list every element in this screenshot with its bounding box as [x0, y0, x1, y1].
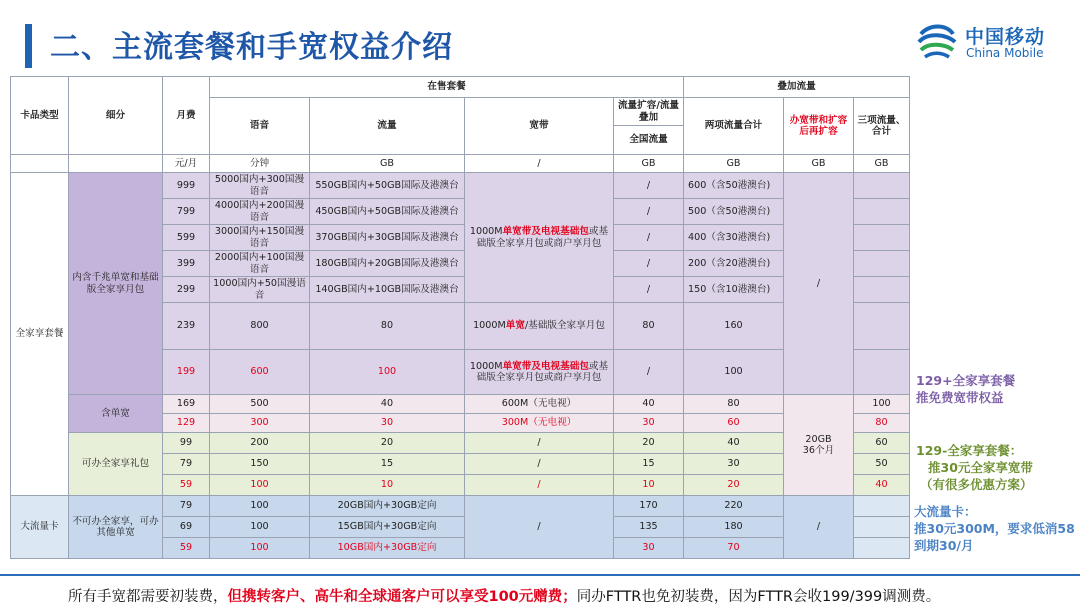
- fee-cell: 79: [163, 496, 210, 517]
- three-total-cell: 50: [854, 454, 910, 475]
- header-nat-data: 全国流量: [614, 126, 684, 155]
- bb-expand-top: /: [784, 173, 854, 395]
- data-cell: 30: [310, 414, 465, 433]
- two-total-cell: 100: [684, 350, 784, 395]
- fee-cell: 99: [163, 433, 210, 454]
- data-cell: 20: [310, 433, 465, 454]
- nat-cell: /: [614, 225, 684, 251]
- three-total-cell: [854, 199, 910, 225]
- bb-text: 1000M: [469, 360, 503, 372]
- sub-single: 含单宽: [69, 395, 163, 433]
- bb-text: /基础版全家享月包: [524, 320, 605, 332]
- group-big: 大流量卡: [11, 496, 69, 559]
- voice-cell: 5000国内+300国漫语音: [210, 173, 310, 199]
- nat-cell: /: [614, 350, 684, 395]
- china-mobile-logo: [915, 20, 1065, 66]
- unit-data: GB: [310, 155, 465, 173]
- data-cell: 20GB国内+30GB定向: [310, 496, 465, 517]
- side-note-129-plus: [916, 372, 1015, 406]
- header-three-total: 三项流量、合计: [854, 98, 910, 155]
- side-note-line: 到期30/月: [914, 538, 974, 553]
- unit-cell: [11, 155, 69, 173]
- data-cell: 450GB国内+50GB国际及港澳台: [310, 199, 465, 225]
- header-overlay: 叠加流量: [684, 77, 910, 98]
- fee-cell: 399: [163, 251, 210, 277]
- header-card-type: 卡品类型: [11, 77, 69, 155]
- fee-cell: 129: [163, 414, 210, 433]
- side-note-big-card: [914, 503, 1075, 554]
- data-cell: 15GB国内+30GB定向: [310, 517, 465, 538]
- two-total-cell: 400（含30港澳台): [684, 225, 784, 251]
- two-total-cell: 200（含20港澳台): [684, 251, 784, 277]
- unit-nat: GB: [614, 155, 684, 173]
- unit-broadband: /: [465, 155, 614, 173]
- side-note-129-minus: [916, 442, 1033, 493]
- three-total-cell: [854, 303, 910, 350]
- two-total-cell: 180: [684, 517, 784, 538]
- two-total-cell: 80: [684, 395, 784, 414]
- nat-cell: /: [614, 251, 684, 277]
- voice-cell: 800: [210, 303, 310, 350]
- broadband-cell-a: [465, 173, 614, 303]
- nat-cell: /: [614, 199, 684, 225]
- two-total-cell: 30: [684, 454, 784, 475]
- fee-cell: 239: [163, 303, 210, 350]
- sub-with-gigabit: 内含千兆单宽和基础版全家享月包: [69, 173, 163, 395]
- fee-cell: 79: [163, 454, 210, 475]
- voice-cell: 1000国内+50国漫语音: [210, 277, 310, 303]
- three-total-cell: 80: [854, 414, 910, 433]
- unit-three: GB: [854, 155, 910, 173]
- unit-cell: [69, 155, 163, 173]
- two-total-cell: 20: [684, 475, 784, 496]
- nat-cell: 80: [614, 303, 684, 350]
- three-total-cell: [854, 225, 910, 251]
- bb-expand-big: /: [784, 496, 854, 559]
- broadband-cell-b: [465, 303, 614, 350]
- broadband-cell-s1: 600M（无电视）: [465, 395, 614, 414]
- footer-text: 所有手宽都需要初装费，: [68, 589, 228, 605]
- title-accent-bar: [25, 24, 32, 68]
- voice-cell: 100: [210, 517, 310, 538]
- broadband-cell: /: [465, 433, 614, 454]
- broadband-cell-big: /: [465, 496, 614, 559]
- voice-cell: 2000国内+100国漫语音: [210, 251, 310, 277]
- bb-text-highlight: 单宽带及电视基础包: [502, 360, 589, 372]
- footer-highlight: 但携转客户、高牛和全球通客户可以享受100元赠费；: [227, 589, 577, 605]
- sub-gift: 可办全家享礼包: [69, 433, 163, 496]
- nat-cell: 135: [614, 517, 684, 538]
- china-mobile-swirl-icon: [915, 20, 959, 64]
- side-note-line: 大流量卡：: [914, 504, 977, 519]
- data-cell: 15: [310, 454, 465, 475]
- bb-text-highlight: 单宽带及电视基础包: [502, 226, 589, 238]
- three-total-cell: [854, 350, 910, 395]
- two-total-cell: 60: [684, 414, 784, 433]
- plan-table: [10, 76, 910, 559]
- header-data: 流量: [310, 98, 465, 155]
- fee-cell: 999: [163, 173, 210, 199]
- unit-fee: 元/月: [163, 155, 210, 173]
- side-note-line: （有很多优惠方案）: [920, 477, 1033, 492]
- header-sub: 细分: [69, 77, 163, 155]
- two-total-cell: 160: [684, 303, 784, 350]
- data-cell: 40: [310, 395, 465, 414]
- data-cell: 10: [310, 475, 465, 496]
- voice-cell: 500: [210, 395, 310, 414]
- voice-cell: 200: [210, 433, 310, 454]
- bb-expand-mid: 20GB 36个月: [784, 395, 854, 496]
- nat-cell: /: [614, 277, 684, 303]
- two-total-cell: 40: [684, 433, 784, 454]
- bb-text: 1000M: [473, 320, 506, 332]
- broadband-cell-c: [465, 350, 614, 395]
- three-total-cell: 100: [854, 395, 910, 414]
- two-total-cell: 70: [684, 538, 784, 559]
- three-total-cell: [854, 251, 910, 277]
- side-note-line: 129+全家享套餐: [916, 373, 1016, 388]
- side-note-line: 推30元300M，要求低消58: [914, 521, 1075, 536]
- unit-two: GB: [684, 155, 784, 173]
- fee-cell: 199: [163, 350, 210, 395]
- group-family: 全家享套餐: [11, 173, 69, 496]
- footer-note: [68, 585, 940, 606]
- bb-text: 1000M: [469, 226, 503, 238]
- bb-text: 或基础版全家享月包或商户享月包: [476, 360, 609, 383]
- header-bb-expand: 办宽带和扩容后再扩容: [784, 98, 854, 155]
- header-voice: 语音: [210, 98, 310, 155]
- sub-big: 不可办全家享，可办其他单宽: [69, 496, 163, 559]
- nat-cell: 15: [614, 454, 684, 475]
- data-cell: 370GB国内+30GB国际及港澳台: [310, 225, 465, 251]
- fee-cell: 69: [163, 517, 210, 538]
- nat-cell: 20: [614, 433, 684, 454]
- bb-text: 或基础版全家享月包或商户享月包: [476, 226, 609, 249]
- header-on-sale: 在售套餐: [210, 77, 684, 98]
- data-cell: 80: [310, 303, 465, 350]
- side-note-line: 129-全家享套餐：: [916, 443, 1023, 458]
- nat-cell: 170: [614, 496, 684, 517]
- header-broadband: 宽带: [465, 98, 614, 155]
- three-total-cell: [854, 517, 910, 538]
- broadband-cell: /: [465, 475, 614, 496]
- nat-cell: 10: [614, 475, 684, 496]
- data-cell: 10GB国内+30GB定向: [310, 538, 465, 559]
- fee-cell: 59: [163, 475, 210, 496]
- footer-divider: [0, 574, 1080, 576]
- unit-voice: 分钟: [210, 155, 310, 173]
- logo-english-text: China Mobile: [966, 46, 1044, 60]
- three-total-cell: [854, 538, 910, 559]
- voice-cell: 100: [210, 538, 310, 559]
- fee-cell: 59: [163, 538, 210, 559]
- side-note-line: 推免费宽带权益: [916, 390, 1004, 405]
- page-title: 二、主流套餐和手宽权益介绍: [50, 30, 453, 65]
- data-cell: 550GB国内+50GB国际及港澳台: [310, 173, 465, 199]
- voice-cell: 150: [210, 454, 310, 475]
- voice-cell: 4000国内+200国漫语音: [210, 199, 310, 225]
- footer-text: 同办FTTR也免初装费，因为FTTR会收199/399调测费。: [576, 589, 941, 605]
- two-total-cell: 150（含10港澳台): [684, 277, 784, 303]
- voice-cell: 300: [210, 414, 310, 433]
- header-expand: 流量扩容/流量叠加: [614, 98, 684, 126]
- three-total-cell: 60: [854, 433, 910, 454]
- voice-cell: 100: [210, 496, 310, 517]
- data-cell: 180GB国内+20GB国际及港澳台: [310, 251, 465, 277]
- three-total-cell: [854, 173, 910, 199]
- data-cell: 100: [310, 350, 465, 395]
- header-fee: 月费: [163, 77, 210, 155]
- side-note-line: 推30元全家享宽带: [928, 460, 1033, 475]
- bb-text-highlight: 单宽: [505, 320, 525, 332]
- logo-chinese-text: 中国移动: [965, 26, 1046, 48]
- unit-bb: GB: [784, 155, 854, 173]
- three-total-cell: [854, 277, 910, 303]
- broadband-cell: /: [465, 454, 614, 475]
- fee-cell: 799: [163, 199, 210, 225]
- nat-cell: 30: [614, 414, 684, 433]
- fee-cell: 599: [163, 225, 210, 251]
- header-two-total: 两项流量合计: [684, 98, 784, 155]
- two-total-cell: 500（含50港澳台): [684, 199, 784, 225]
- two-total-cell: 600（含50港澳台): [684, 173, 784, 199]
- voice-cell: 3000国内+150国漫语音: [210, 225, 310, 251]
- three-total-cell: [854, 496, 910, 517]
- nat-cell: 30: [614, 538, 684, 559]
- broadband-cell-s2: 300M（无电视）: [465, 414, 614, 433]
- voice-cell: 100: [210, 475, 310, 496]
- nat-cell: /: [614, 173, 684, 199]
- fee-cell: 299: [163, 277, 210, 303]
- two-total-cell: 220: [684, 496, 784, 517]
- fee-cell: 169: [163, 395, 210, 414]
- three-total-cell: 40: [854, 475, 910, 496]
- nat-cell: 40: [614, 395, 684, 414]
- voice-cell: 600: [210, 350, 310, 395]
- data-cell: 140GB国内+10GB国际及港澳台: [310, 277, 465, 303]
